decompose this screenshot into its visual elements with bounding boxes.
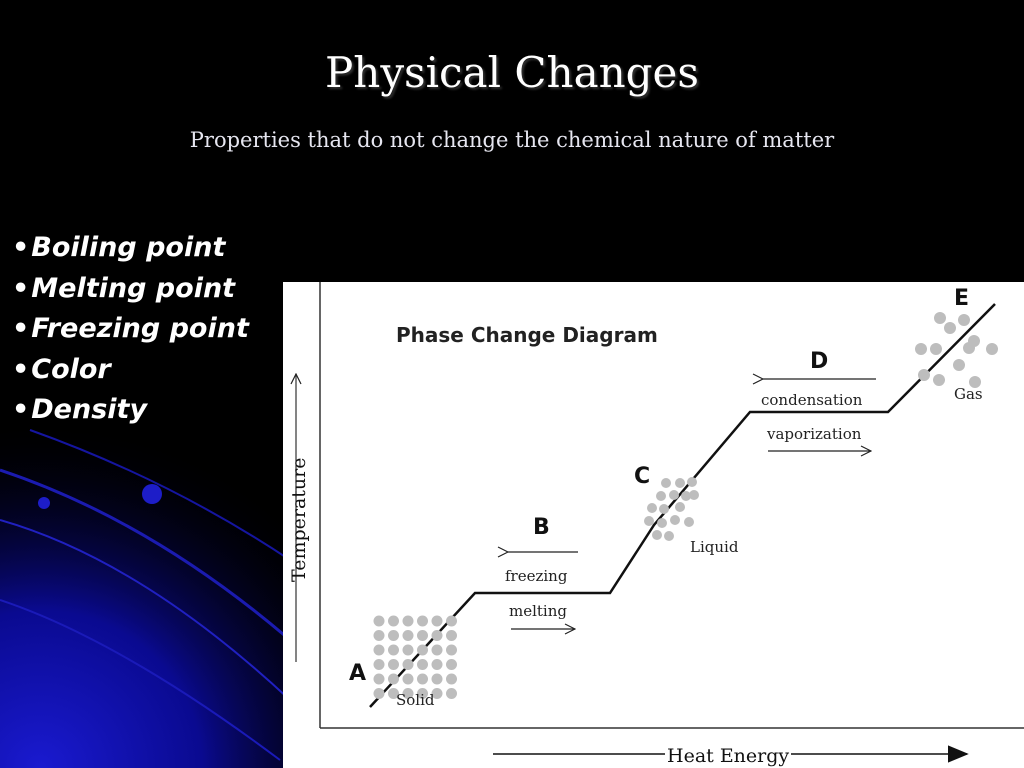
bullet-marker: •: [12, 232, 30, 263]
solid-particle: [432, 616, 443, 627]
solid-label: Solid: [396, 691, 435, 709]
gas-label: Gas: [954, 385, 983, 403]
bullet-text: Color: [31, 353, 111, 385]
solid-particle: [432, 659, 443, 670]
solid-particle: [432, 630, 443, 641]
solid-particle: [446, 659, 457, 670]
vaporization-label: vaporization: [767, 425, 862, 443]
solid-particle: [403, 645, 414, 656]
solid-particle: [417, 616, 428, 627]
bullet-item: [12, 228, 249, 269]
slide-title: Physical Changes: [325, 48, 699, 97]
bullet-marker: •: [12, 272, 30, 304]
solid-particle: [446, 616, 457, 627]
phase-change-diagram: [283, 282, 1024, 768]
bullet-item: [12, 309, 249, 350]
gas-particles: [915, 312, 998, 388]
freezing-label: freezing: [505, 567, 568, 585]
melting-label: melting: [509, 602, 567, 620]
solid-particle: [388, 674, 399, 685]
solid-particle: [432, 674, 443, 685]
bullet-text: Boiling point: [31, 232, 226, 263]
solid-particle: [374, 645, 385, 656]
solid-particle: [374, 616, 385, 627]
solid-particle: [403, 630, 414, 641]
heat-energy-axis-label: Heat Energy: [667, 745, 790, 767]
solid-particle: [374, 674, 385, 685]
solid-particle: [403, 659, 414, 670]
solid-particle: [403, 674, 414, 685]
bullet-text: Density: [31, 394, 148, 425]
phase-diagram-svg: [283, 282, 1024, 768]
liquid-label: Liquid: [690, 538, 739, 556]
solid-particle: [374, 630, 385, 641]
solid-particle: [417, 630, 428, 641]
solid-particle: [446, 645, 457, 656]
solid-particle: [388, 630, 399, 641]
point-c-label: C: [634, 464, 651, 489]
solid-particle: [388, 645, 399, 656]
solid-particle: [403, 616, 414, 627]
solid-particle: [417, 645, 428, 656]
solid-particle: [446, 630, 457, 641]
solid-particle: [446, 674, 457, 685]
solid-particle: [417, 674, 428, 685]
bullet-item: [12, 390, 249, 431]
bullet-item: [12, 269, 249, 310]
solid-particle: [432, 645, 443, 656]
bullet-marker: •: [12, 394, 30, 425]
temperature-axis-label: Temperature: [288, 457, 310, 582]
solid-particle: [374, 659, 385, 670]
solid-particle: [388, 659, 399, 670]
condensation-label: condensation: [761, 391, 863, 409]
solid-particle: [446, 688, 457, 699]
bullet-marker: •: [12, 313, 30, 344]
solid-particle: [374, 688, 385, 699]
slide-subtitle: Properties that do not change the chemical nature of matter: [189, 128, 835, 152]
point-a-label: A: [349, 661, 367, 686]
bullet-item: [12, 350, 249, 391]
diagram-title: Phase Change Diagram: [396, 323, 658, 347]
bullet-text: Freezing point: [31, 313, 249, 344]
solid-particle: [417, 659, 428, 670]
point-e-label: E: [954, 286, 970, 311]
bullet-list: [12, 228, 249, 431]
point-b-label: B: [533, 515, 550, 540]
liquid-particles: [644, 477, 699, 541]
point-d-label: D: [810, 349, 829, 374]
solid-particle: [388, 616, 399, 627]
bullet-text: Melting point: [31, 272, 236, 304]
bullet-marker: •: [12, 353, 30, 385]
